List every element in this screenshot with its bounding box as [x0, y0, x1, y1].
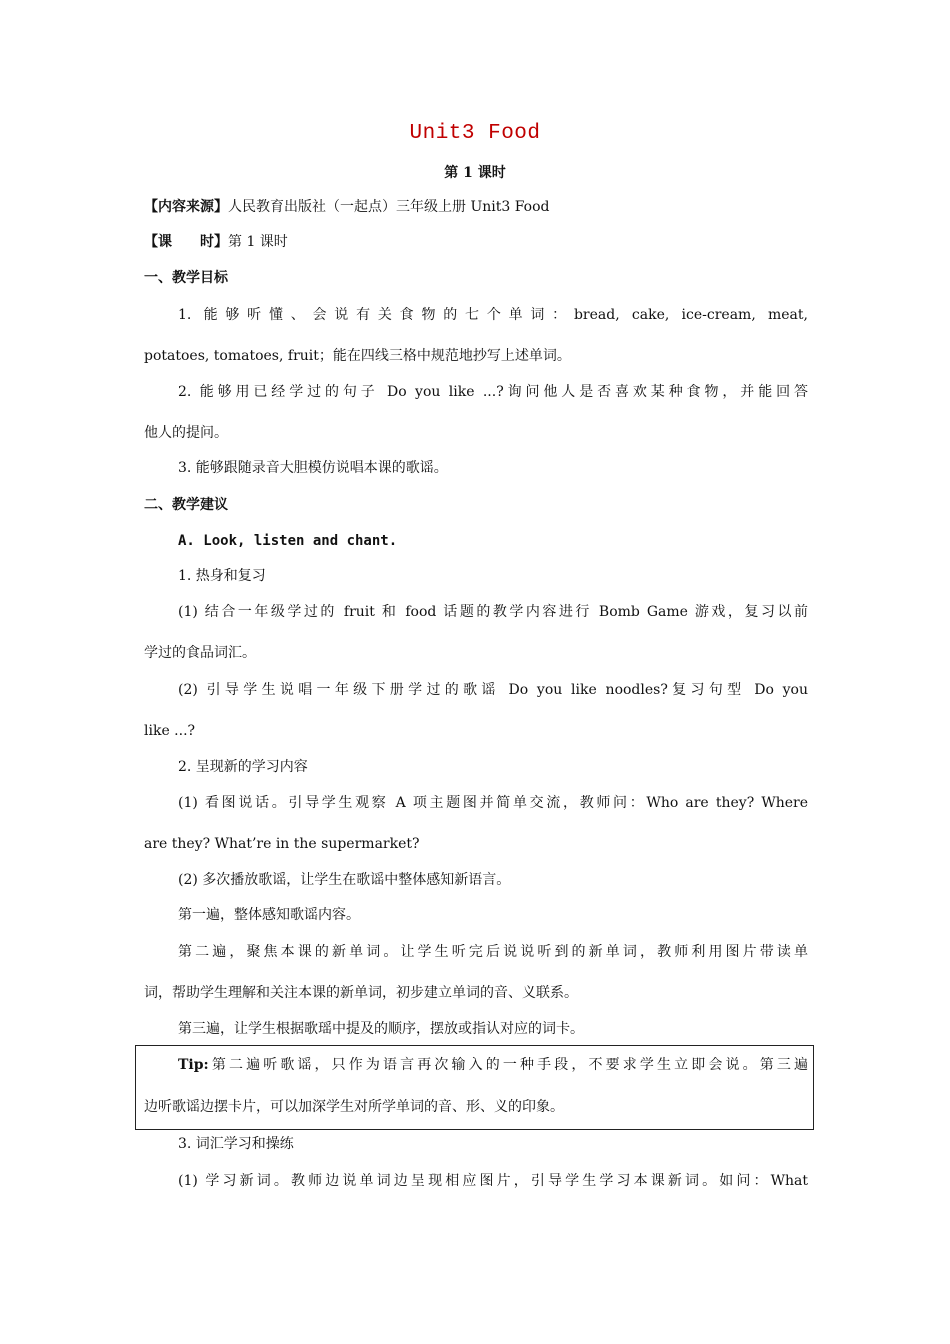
- tip-text-1: 第二遍听歌谣，只作为语言再次输入的一种手段，不要求学生立即会说。第三遍: [208, 1057, 808, 1073]
- content-source-label: 【内容来源】: [144, 199, 228, 215]
- pass-2-line-2: 词，帮助学生理解和关注本课的新单词，初步建立单词的音、义联系。: [144, 985, 578, 1001]
- section-heading-goals: 一、教学目标: [144, 270, 228, 286]
- content-source-line: [144, 197, 808, 217]
- step-2-item-1-line-2: are they? What’re in the supermarket?: [144, 836, 420, 852]
- period-label: 【课 时】: [144, 234, 228, 250]
- pass-2-line-1: 第二遍，聚焦本课的新单词。让学生听完后说说听到的新单词，教师利用图片带读单: [178, 944, 808, 960]
- step-1-heading: 1. 热身和复习: [178, 568, 266, 584]
- pass-3: 第三遍，让学生根据歌瑶中提及的顺序，摆放或指认对应的词卡。: [178, 1021, 584, 1037]
- tip-line-2: 边听歌谣边摆卡片，可以加深学生对所学单词的音、形、义的印象。: [144, 1099, 564, 1115]
- step-1-item-2-line-1: (2) 引导学生说唱一年级下册学过的歌谣 Do you like noodles?复习句型 Do you: [178, 682, 808, 698]
- step-3-heading: 3. 词汇学习和操练: [178, 1136, 294, 1152]
- pass-1: 第一遍，整体感知歌谣内容。: [178, 907, 360, 923]
- step-2-item-2: (2) 多次播放歌谣，让学生在歌谣中整体感知新语言。: [178, 872, 511, 888]
- step-2-heading: 2. 呈现新的学习内容: [178, 759, 308, 775]
- tip-label: Tip:: [178, 1057, 209, 1073]
- tip-line-1: [178, 1055, 808, 1075]
- step-1-item-1-line-1: (1) 结合一年级学过的 fruit 和 food 话题的教学内容进行 Bomb Game 游戏，复习以前: [178, 604, 808, 620]
- step-2-item-1-line-1: (1) 看图说话。引导学生观察 A 项主题图并简单交流，教师问：Who are they? Where: [178, 795, 808, 811]
- document-title: Unit3 Food: [409, 122, 541, 145]
- content-source-value: 人民教育出版社（一起点）三年级上册 Unit3 Food: [228, 199, 550, 215]
- step-3-item-1: (1) 学习新词。教师边说单词边呈现相应图片，引导学生学习本课新词。如问：What: [178, 1173, 808, 1189]
- goal-1-line-1: 1. 能够听懂、会说有关食物的七个单词：bread, cake, ice-cream, meat,: [178, 307, 808, 323]
- part-a-heading: A. Look, listen and chant.: [178, 533, 398, 549]
- period-line: [144, 232, 808, 252]
- step-1-item-1-line-2: 学过的食品词汇。: [144, 645, 256, 661]
- goal-3: 3. 能够跟随录音大胆模仿说唱本课的歌谣。: [178, 460, 448, 476]
- goal-1-line-2: potatoes, tomatoes, fruit；能在四线三格中规范地抄写上述单词。: [144, 348, 571, 364]
- section-heading-suggestions: 二、教学建议: [144, 497, 228, 513]
- period-value: 第 1 课时: [228, 234, 288, 250]
- goal-2-line-1: 2. 能够用已经学过的句子 Do you like ...?询问他人是否喜欢某种食物，并能回答: [178, 384, 808, 400]
- step-1-item-2-line-2: like ...?: [144, 723, 196, 739]
- lesson-period-subtitle: 第 1 课时: [444, 165, 506, 181]
- goal-2-line-2: 他人的提问。: [144, 425, 228, 441]
